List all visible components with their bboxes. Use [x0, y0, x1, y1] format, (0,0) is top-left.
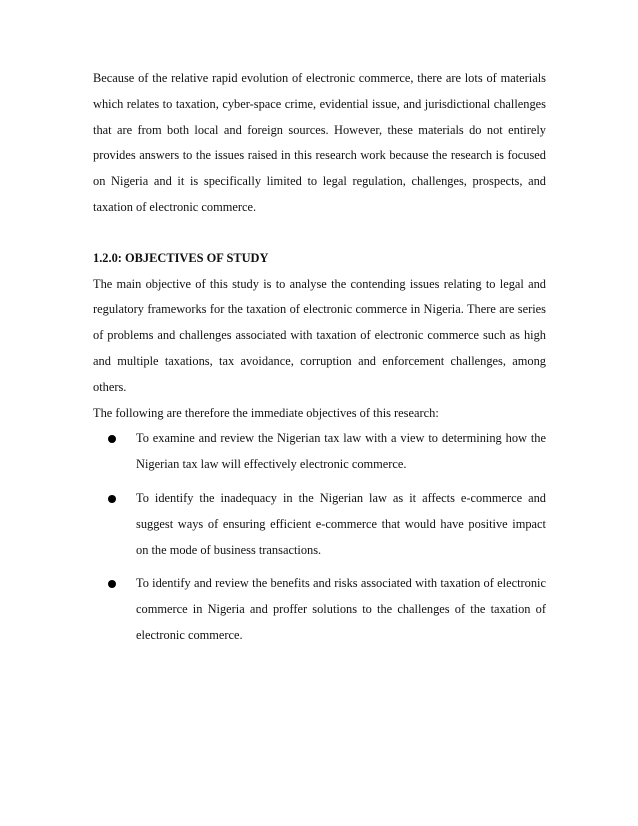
bullet-icon	[108, 495, 116, 503]
bullet-icon	[108, 435, 116, 443]
list-item	[93, 571, 546, 648]
list-item	[93, 426, 546, 478]
bullet-icon	[108, 580, 116, 588]
objectives-paragraph: The main objective of this study is to analyse the contending issues relating to legal and regulatory frameworks for the taxation of electronic commerce in Nigeria. There are series of problems and challenges associated with taxation of electronic commerce such as high and multiple taxations, tax avoidance, corruption and enforcement challenges, among others.	[93, 276, 546, 394]
list-item	[93, 486, 546, 563]
document-body	[93, 66, 546, 649]
bullets-intro: The following are therefore the immediate objectives of this research:	[93, 405, 439, 420]
objectives-list	[93, 426, 546, 648]
section-heading: 1.2.0: OBJECTIVES OF STUDY	[93, 250, 269, 265]
list-item-text: To examine and review the Nigerian tax law with a view to determining how the Nigerian tax law will effectively electronic commerce.	[136, 431, 546, 472]
list-item-text: To identify the inadequacy in the Nigerian law as it affects e-commerce and suggest ways of ensuring efficient e-commerce that would have positive impact on the mode of business transactions.	[136, 490, 546, 557]
list-item-text: To identify and review the benefits and risks associated with taxation of electronic commerce in Nigeria and proffer solutions to the challenges of the taxation of electronic commerce.	[136, 576, 546, 642]
intro-paragraph: Because of the relative rapid evolution of electronic commerce, there are lots of materials which relates to taxation, cyber-space crime, evidential issue, and jurisdictional challenges that are from both local and foreign sources. However, these materials do not entirely provides answers to the issues raised in this research work because the research is focused on Nigeria and it is specifically limited to legal regulation, challenges, prospects, and taxation of electronic commerce.	[93, 71, 546, 214]
